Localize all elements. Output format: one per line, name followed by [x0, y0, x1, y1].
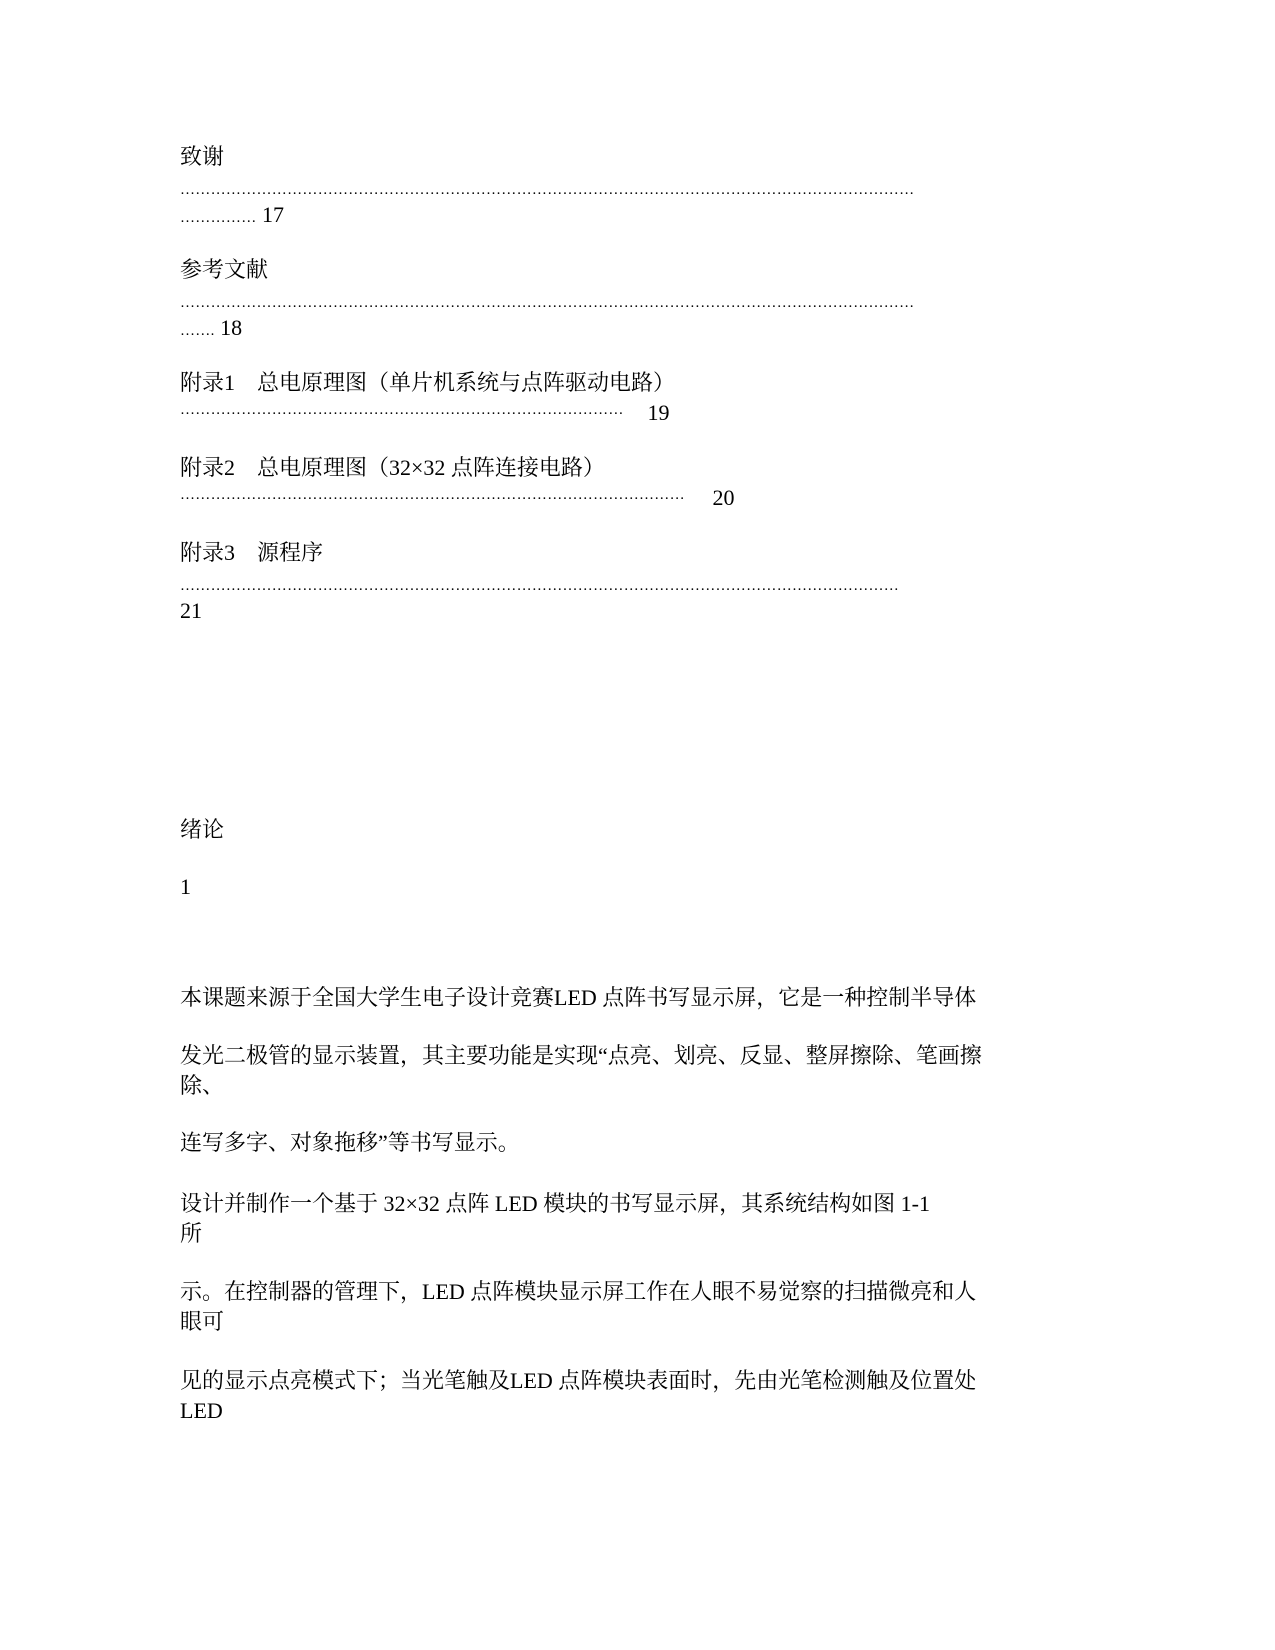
toc-page-number: 20 [712, 485, 735, 510]
paragraph-line: 示。在控制器的管理下，LED 点阵模块显示屏工作在人眼不易觉察的扫描微亮和人 [180, 1279, 977, 1304]
toc-page-number: 19 [647, 400, 670, 425]
paragraph-line: 眼可 [180, 1309, 225, 1334]
toc-page-number: 21 [180, 598, 202, 623]
toc-leader-dots: ……………………………………………………………………………………………………………………………… [180, 295, 915, 311]
toc-leader-dots: …………………………………………………………………………………………………………………………… [180, 578, 900, 594]
toc-leader-line [180, 483, 735, 513]
paragraph-line: 设计并制作一个基于 32×32 点阵 LED 模块的书写显示屏，其系统结构如图 1-1 [180, 1191, 931, 1216]
toc-leader-dots: ……. [180, 323, 215, 339]
toc-leader-dots: ……………………………………………………………………………………………………………………………… [180, 182, 915, 198]
toc-entry-title: 附录3 源程序 [180, 540, 324, 565]
section-number: 1 [180, 874, 191, 899]
toc-leader-line [180, 398, 670, 428]
toc-page-number: 17 [262, 202, 284, 227]
toc-leader-dots: ……………………………………………………………………………………… [180, 487, 685, 503]
toc-entry-title: 附录2 总电原理图（32×32 点阵连接电路） [180, 455, 605, 480]
toc-page-number: 18 [220, 315, 243, 340]
paragraph-line: 发光二极管的显示装置，其主要功能是实现“点亮、划亮、反显、整屏擦除、笔画擦 [180, 1043, 982, 1068]
paragraph-line: 本课题来源于全国大学生电子设计竞赛LED 点阵书写显示屏，它是一种控制半导体 [180, 985, 977, 1010]
toc-entry-title: 附录1 总电原理图（单片机系统与点阵驱动电路） [180, 370, 676, 395]
paragraph-line: 连写多字、对象拖移”等书写显示。 [180, 1130, 520, 1155]
toc-leader-dots: …………………………………………………………………………… [180, 402, 624, 418]
paragraph-line: 所 [180, 1221, 203, 1246]
section-heading: 绪论 [180, 817, 225, 842]
toc-entry-title: 参考文献 [180, 257, 269, 282]
toc-leader-line [180, 313, 242, 343]
paragraph-line: 除、 [180, 1073, 225, 1098]
toc-leader-dots: …………… [180, 210, 257, 226]
toc-entry-title: 致谢 [180, 144, 225, 169]
paragraph-line: 见的显示点亮模式下；当光笔触及LED 点阵模块表面时，先由光笔检测触及位置处 [180, 1368, 977, 1393]
toc-leader-line [180, 200, 284, 230]
paragraph-line: LED [180, 1398, 223, 1423]
